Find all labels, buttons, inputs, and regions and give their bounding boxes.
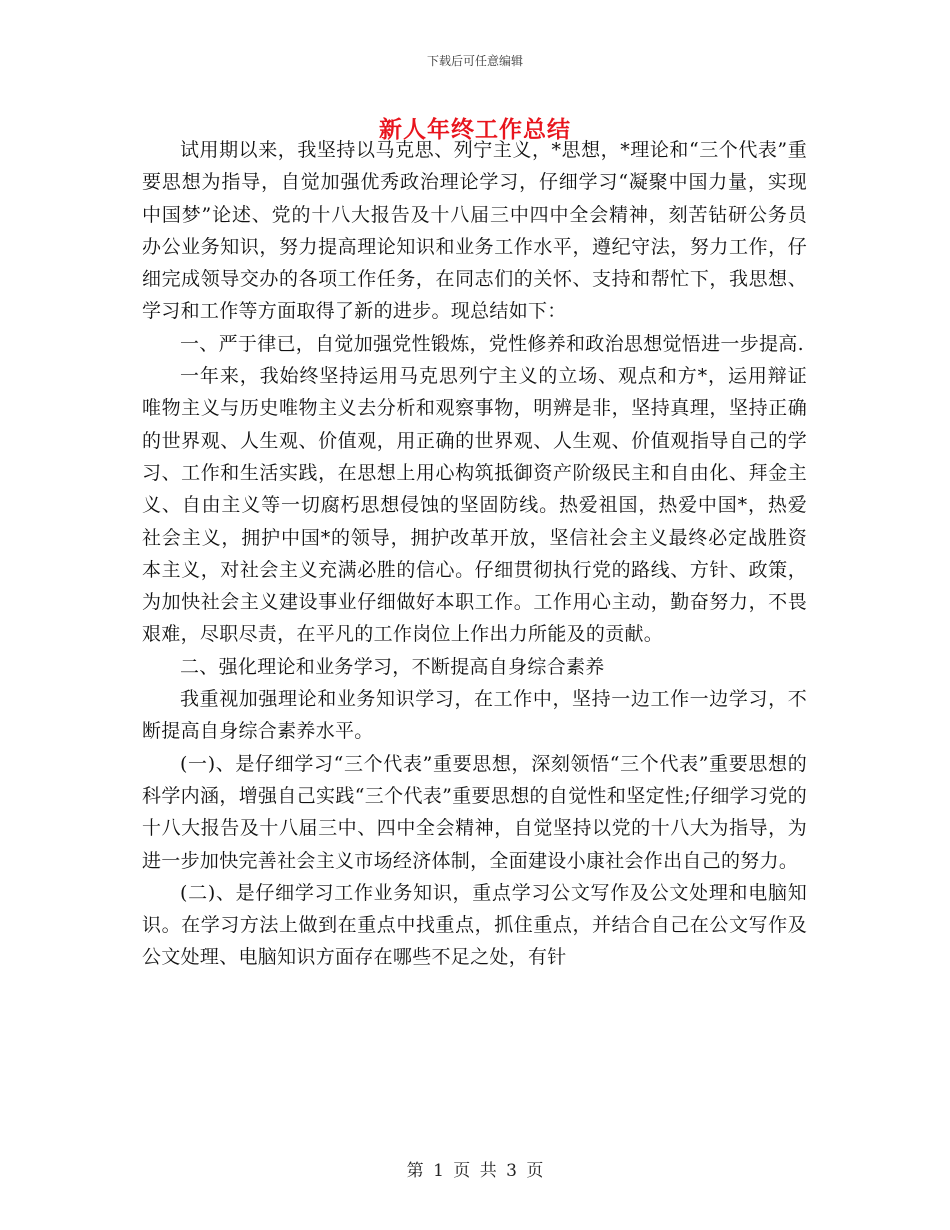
paragraph-item-1: (一)、是仔细学习“三个代表”重要思想，深刻领悟“三个代表”重要思想的科学内涵，增强自己实践“三个代表”重要思想的自觉性和坚定性;仔细学习党的十八大报告及十八届三中、四中全会精神，自觉坚持以党的十八大为指导，为进一步加快完善社会主义市场经济体制，全面建设小康社会作出自己的努力。 (142, 752, 807, 872)
page-number-footer: 第 1 页 共 3 页 (406, 1161, 544, 1181)
paragraph-item-2: (二)、是仔细学习工作业务知识，重点学习公文写作及公文处理和电脑知识。在学习方法上做到在重点中找重点，抓住重点，并结合自己在公文写作及公文处理、电脑知识方面存在哪些不足之处，有针 (142, 881, 807, 969)
section-heading-1: 一、严于律已，自觉加强党性锻炼，党性修养和政治思想觉悟进一步提高. (180, 332, 804, 355)
header-note: 下载后可任意编辑 (426, 54, 523, 68)
paragraph-section-2: 我重视加强理论和业务知识学习，在工作中，坚持一边工作一边学习，不断提高自身综合素养水平。 (142, 688, 807, 743)
document-body (142, 134, 807, 974)
paragraph-section-1: 一年来，我始终坚持运用马克思列宁主义的立场、观点和方*，运用辩证唯物主义与历史唯物主义去分析和观察事物，明辨是非，坚持真理，坚持正确的世界观、人生观、价值观，用正确的世界观、人生观、价值观指导自己的学习、工作和生活实践，在思想上用心构筑抵御资产阶级民主和自由化、拜金主义、自由主义等一切腐朽思想侵蚀的坚固防线。热爱祖国，热爱中国*，热爱社会主义，拥护中国*的领导，拥护改革开放，坚信社会主义最终必定战胜资本主义，对社会主义充满必胜的信心。仔细贯彻执行党的路线、方针、政策，为加快社会主义建设事业仔细做好本职工作。工作用心主动，勤奋努力，不畏艰难，尽职尽责，在平凡的工作岗位上作出力所能及的贡献。 (142, 365, 807, 646)
section-heading-2: 二、强化理论和业务学习，不断提高自身综合素养 (180, 655, 605, 678)
document-title: 新人年终工作总结 (379, 116, 571, 143)
paragraph-intro: 试用期以来，我坚持以马克思、列宁主义，*思想，*理论和“三个代表”重要思想为指导，自觉加强优秀政治理论学习，仔细学习“凝聚中国力量，实现中国梦”论述、党的十八大报告及十八届三中四中全会精神，刻苦钻研公务员办公业务知识，努力提高理论知识和业务工作水平，遵纪守法，努力工作，仔细完成领导交办的各项工作任务，在同志们的关怀、支持和帮忙下，我思想、学习和工作等方面取得了新的进步。现总结如下： (142, 139, 807, 323)
